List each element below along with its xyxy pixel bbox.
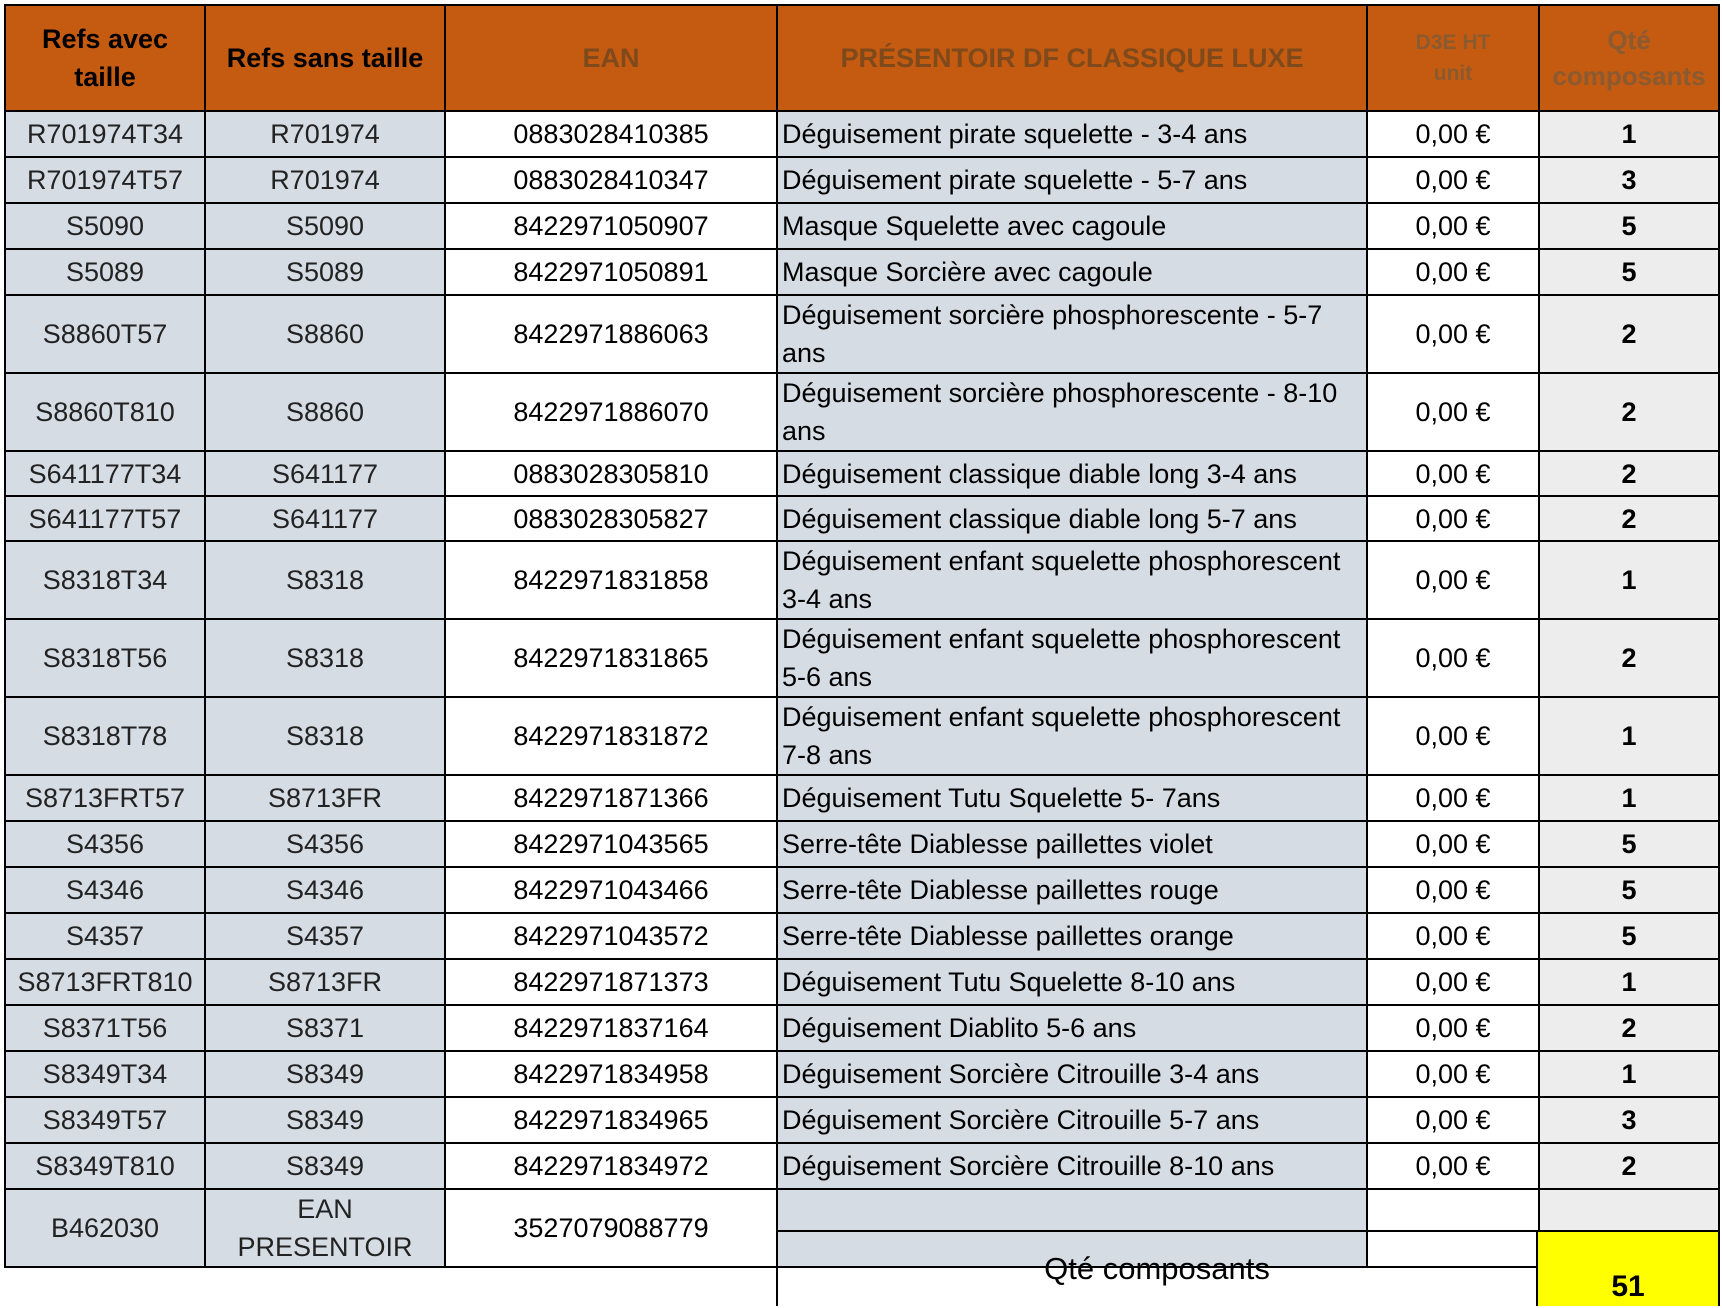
table-row: [5, 373, 1719, 451]
table-row: [5, 451, 1719, 496]
cell-price[interactable]: 0,00 €: [1367, 867, 1539, 913]
cell-ean[interactable]: 8422971837164: [445, 1005, 777, 1051]
cell-designation[interactable]: Déguisement Sorcière Citrouille 8-10 ans: [777, 1143, 1367, 1189]
table-row: [5, 619, 1719, 697]
cell-ref-sans-taille[interactable]: R701974: [205, 111, 445, 157]
cell-ean[interactable]: 0883028410347: [445, 157, 777, 203]
cell-designation[interactable]: Déguisement pirate squelette - 5-7 ans: [777, 157, 1367, 203]
cell-qty[interactable]: 2: [1539, 619, 1719, 697]
cell-price[interactable]: 0,00 €: [1367, 1143, 1539, 1189]
cell-designation[interactable]: Serre-tête Diablesse paillettes orange: [777, 913, 1367, 959]
cell-qty[interactable]: 5: [1539, 913, 1719, 959]
cell-ean[interactable]: 8422971043565: [445, 821, 777, 867]
cell-qty[interactable]: 2: [1539, 451, 1719, 496]
cell-ref-sans-taille[interactable]: S641177: [205, 496, 445, 541]
cell-price[interactable]: 0,00 €: [1367, 249, 1539, 295]
cell-qty[interactable]: 5: [1539, 867, 1719, 913]
cell-ref-avec-taille[interactable]: S8349T810: [5, 1143, 205, 1189]
cell-ean[interactable]: 8422971886063: [445, 295, 777, 373]
cell-ref-sans-taille[interactable]: S8318: [205, 697, 445, 775]
header-price-line2: unit: [1433, 62, 1473, 85]
table-row: [5, 959, 1719, 1005]
cell-qty[interactable]: 2: [1539, 295, 1719, 373]
cell-price[interactable]: 0,00 €: [1367, 451, 1539, 496]
header-designation[interactable]: PRÉSENTOIR DF CLASSIQUE LUXE: [777, 5, 1367, 111]
cell-ean[interactable]: 8422971834965: [445, 1097, 777, 1143]
cell-ref-avec-taille[interactable]: S8713FRT57: [5, 775, 205, 821]
header-ean[interactable]: EAN: [445, 5, 777, 111]
cell-price[interactable]: 0,00 €: [1367, 496, 1539, 541]
cell-ean[interactable]: 8422971050907: [445, 203, 777, 249]
cell-price[interactable]: 0,00 €: [1367, 1005, 1539, 1051]
cell-ref-sans-taille[interactable]: S4356: [205, 821, 445, 867]
cell-ref-avec-taille[interactable]: R701974T34: [5, 111, 205, 157]
table-row: [5, 157, 1719, 203]
cell-ref-sans-taille[interactable]: S8860: [205, 295, 445, 373]
summary-label[interactable]: Qté composants: [776, 1230, 1536, 1306]
cell-ean[interactable]: 3527079088779: [445, 1189, 777, 1267]
cell-designation[interactable]: Déguisement Tutu Squelette 5- 7ans: [777, 775, 1367, 821]
cell-qty[interactable]: 1: [1539, 111, 1719, 157]
cell-qty[interactable]: 1: [1539, 697, 1719, 775]
table-row: [5, 295, 1719, 373]
cell-ref-sans-taille[interactable]: S8371: [205, 1005, 445, 1051]
cell-qty[interactable]: 3: [1539, 157, 1719, 203]
cell-qty[interactable]: 1: [1539, 1051, 1719, 1097]
table-row: [5, 1143, 1719, 1189]
cell-ref-sans-taille[interactable]: S8860: [205, 373, 445, 451]
cell-designation[interactable]: Serre-tête Diablesse paillettes rouge: [777, 867, 1367, 913]
cell-ref-avec-taille[interactable]: S8860T57: [5, 295, 205, 373]
cell-ean[interactable]: 8422971871366: [445, 775, 777, 821]
cell-qty[interactable]: 2: [1539, 496, 1719, 541]
cell-ref-avec-taille[interactable]: S4356: [5, 821, 205, 867]
cell-price[interactable]: 0,00 €: [1367, 203, 1539, 249]
table-row: [5, 913, 1719, 959]
cell-qty[interactable]: 5: [1539, 249, 1719, 295]
header-row: [5, 5, 1719, 111]
cell-designation[interactable]: Serre-tête Diablesse paillettes violet: [777, 821, 1367, 867]
cell-ean[interactable]: 8422971834972: [445, 1143, 777, 1189]
cell-ref-avec-taille[interactable]: S8371T56: [5, 1005, 205, 1051]
cell-qty[interactable]: 1: [1539, 541, 1719, 619]
cell-ref-sans-taille[interactable]: S8318: [205, 541, 445, 619]
cell-qty[interactable]: 1: [1539, 959, 1719, 1005]
cell-price[interactable]: 0,00 €: [1367, 157, 1539, 203]
cell-designation[interactable]: Déguisement pirate squelette - 3-4 ans: [777, 111, 1367, 157]
cell-price[interactable]: 0,00 €: [1367, 1097, 1539, 1143]
cell-price[interactable]: 0,00 €: [1367, 541, 1539, 619]
cell-ean[interactable]: 8422971831858: [445, 541, 777, 619]
cell-qty[interactable]: 2: [1539, 1143, 1719, 1189]
cell-ref-avec-taille[interactable]: S641177T34: [5, 451, 205, 496]
cell-ref-avec-taille[interactable]: S8349T34: [5, 1051, 205, 1097]
cell-ean[interactable]: 8422971043466: [445, 867, 777, 913]
cell-designation[interactable]: Déguisement Diablito 5-6 ans: [777, 1005, 1367, 1051]
cell-designation[interactable]: Déguisement enfant squelette phosphorescent 7-8 ans: [777, 697, 1367, 775]
table-row: [5, 821, 1719, 867]
cell-ean[interactable]: 8422971050891: [445, 249, 777, 295]
cell-ean[interactable]: 8422971831865: [445, 619, 777, 697]
table-row: [5, 111, 1719, 157]
cell-ref-avec-taille[interactable]: S5089: [5, 249, 205, 295]
header-price-line1: D3E HT: [1415, 31, 1491, 54]
header-qty-line2: composants: [1552, 61, 1706, 91]
cell-designation[interactable]: Déguisement classique diable long 5-7 ans: [777, 496, 1367, 541]
cell-ref-avec-taille[interactable]: B462030: [5, 1189, 205, 1267]
cell-qty[interactable]: 5: [1539, 821, 1719, 867]
cell-designation[interactable]: Déguisement enfant squelette phosphorescent 3-4 ans: [777, 541, 1367, 619]
cell-ref-sans-taille[interactable]: S8713FR: [205, 775, 445, 821]
cell-price[interactable]: 0,00 €: [1367, 913, 1539, 959]
cell-price[interactable]: 0,00 €: [1367, 1051, 1539, 1097]
cell-designation[interactable]: Déguisement enfant squelette phosphorescent 5-6 ans: [777, 619, 1367, 697]
cell-ref-avec-taille[interactable]: S8713FRT810: [5, 959, 205, 1005]
cell-ref-sans-taille[interactable]: S8349: [205, 1051, 445, 1097]
table-row: [5, 249, 1719, 295]
cell-ref-avec-taille[interactable]: S8349T57: [5, 1097, 205, 1143]
cell-ref-avec-taille[interactable]: S8318T56: [5, 619, 205, 697]
cell-designation[interactable]: Déguisement Sorcière Citrouille 3-4 ans: [777, 1051, 1367, 1097]
header-qty-line1: Qté: [1607, 25, 1651, 55]
cell-ean[interactable]: 8422971834958: [445, 1051, 777, 1097]
table-row: [5, 541, 1719, 619]
cell-designation[interactable]: Déguisement Tutu Squelette 8-10 ans: [777, 959, 1367, 1005]
summary-total[interactable]: 51: [1536, 1230, 1720, 1306]
cell-qty[interactable]: 2: [1539, 1005, 1719, 1051]
cell-ean[interactable]: 8422971886070: [445, 373, 777, 451]
cell-designation[interactable]: Masque Squelette avec cagoule: [777, 203, 1367, 249]
cell-ref-sans-taille[interactable]: S8349: [205, 1143, 445, 1189]
cell-qty[interactable]: 2: [1539, 373, 1719, 451]
cell-ref-avec-taille[interactable]: S4357: [5, 913, 205, 959]
cell-ref-avec-taille[interactable]: S8860T810: [5, 373, 205, 451]
table-row: [5, 697, 1719, 775]
cell-ref-avec-taille[interactable]: S8318T34: [5, 541, 205, 619]
table-row: [5, 496, 1719, 541]
components-table: [4, 4, 1720, 1268]
table-row: [5, 203, 1719, 249]
table-row: [5, 1051, 1719, 1097]
cell-ref-avec-taille[interactable]: S4346: [5, 867, 205, 913]
cell-price[interactable]: 0,00 €: [1367, 111, 1539, 157]
cell-price[interactable]: 0,00 €: [1367, 775, 1539, 821]
cell-designation[interactable]: Déguisement classique diable long 3-4 ans: [777, 451, 1367, 496]
cell-ref-sans-taille[interactable]: S4346: [205, 867, 445, 913]
cell-price[interactable]: 0,00 €: [1367, 821, 1539, 867]
header-price[interactable]: [1367, 5, 1539, 111]
table-row: [5, 867, 1719, 913]
cell-ref-sans-taille[interactable]: R701974: [205, 157, 445, 203]
cell-ref-sans-taille[interactable]: S5089: [205, 249, 445, 295]
cell-price[interactable]: 0,00 €: [1367, 959, 1539, 1005]
cell-ref-sans-taille[interactable]: EAN PRESENTOIR: [205, 1189, 445, 1267]
cell-ref-sans-taille[interactable]: S4357: [205, 913, 445, 959]
table-row: [5, 1097, 1719, 1143]
cell-ref-sans-taille[interactable]: S8318: [205, 619, 445, 697]
header-refs-sans-taille[interactable]: Refs sans taille: [205, 5, 445, 111]
cell-price[interactable]: 0,00 €: [1367, 295, 1539, 373]
cell-ref-avec-taille[interactable]: S8318T78: [5, 697, 205, 775]
cell-designation[interactable]: Déguisement sorcière phosphorescente - 5-7 ans: [777, 295, 1367, 373]
cell-ref-sans-taille[interactable]: S641177: [205, 451, 445, 496]
cell-designation[interactable]: Déguisement sorcière phosphorescente - 8-10 ans: [777, 373, 1367, 451]
cell-ref-avec-taille[interactable]: S5090: [5, 203, 205, 249]
cell-price[interactable]: 0,00 €: [1367, 697, 1539, 775]
cell-ref-avec-taille[interactable]: R701974T57: [5, 157, 205, 203]
cell-ean[interactable]: 8422971831872: [445, 697, 777, 775]
header-qty[interactable]: [1539, 5, 1719, 111]
cell-ref-avec-taille[interactable]: S641177T57: [5, 496, 205, 541]
cell-ref-sans-taille[interactable]: S8713FR: [205, 959, 445, 1005]
cell-qty[interactable]: 3: [1539, 1097, 1719, 1143]
cell-designation[interactable]: Masque Sorcière avec cagoule: [777, 249, 1367, 295]
cell-ean[interactable]: 0883028305810: [445, 451, 777, 496]
table-row: [5, 1005, 1719, 1051]
cell-qty[interactable]: 1: [1539, 775, 1719, 821]
cell-price[interactable]: 0,00 €: [1367, 373, 1539, 451]
cell-ref-sans-taille[interactable]: S8349: [205, 1097, 445, 1143]
cell-ean[interactable]: 8422971871373: [445, 959, 777, 1005]
cell-ref-sans-taille[interactable]: S5090: [205, 203, 445, 249]
cell-ean[interactable]: 8422971043572: [445, 913, 777, 959]
cell-ean[interactable]: 0883028305827: [445, 496, 777, 541]
cell-ean[interactable]: 0883028410385: [445, 111, 777, 157]
header-refs-avec-taille[interactable]: Refs avec taille: [5, 5, 205, 111]
table-row: [5, 775, 1719, 821]
cell-designation[interactable]: Déguisement Sorcière Citrouille 5-7 ans: [777, 1097, 1367, 1143]
cell-price[interactable]: 0,00 €: [1367, 619, 1539, 697]
cell-qty[interactable]: 5: [1539, 203, 1719, 249]
